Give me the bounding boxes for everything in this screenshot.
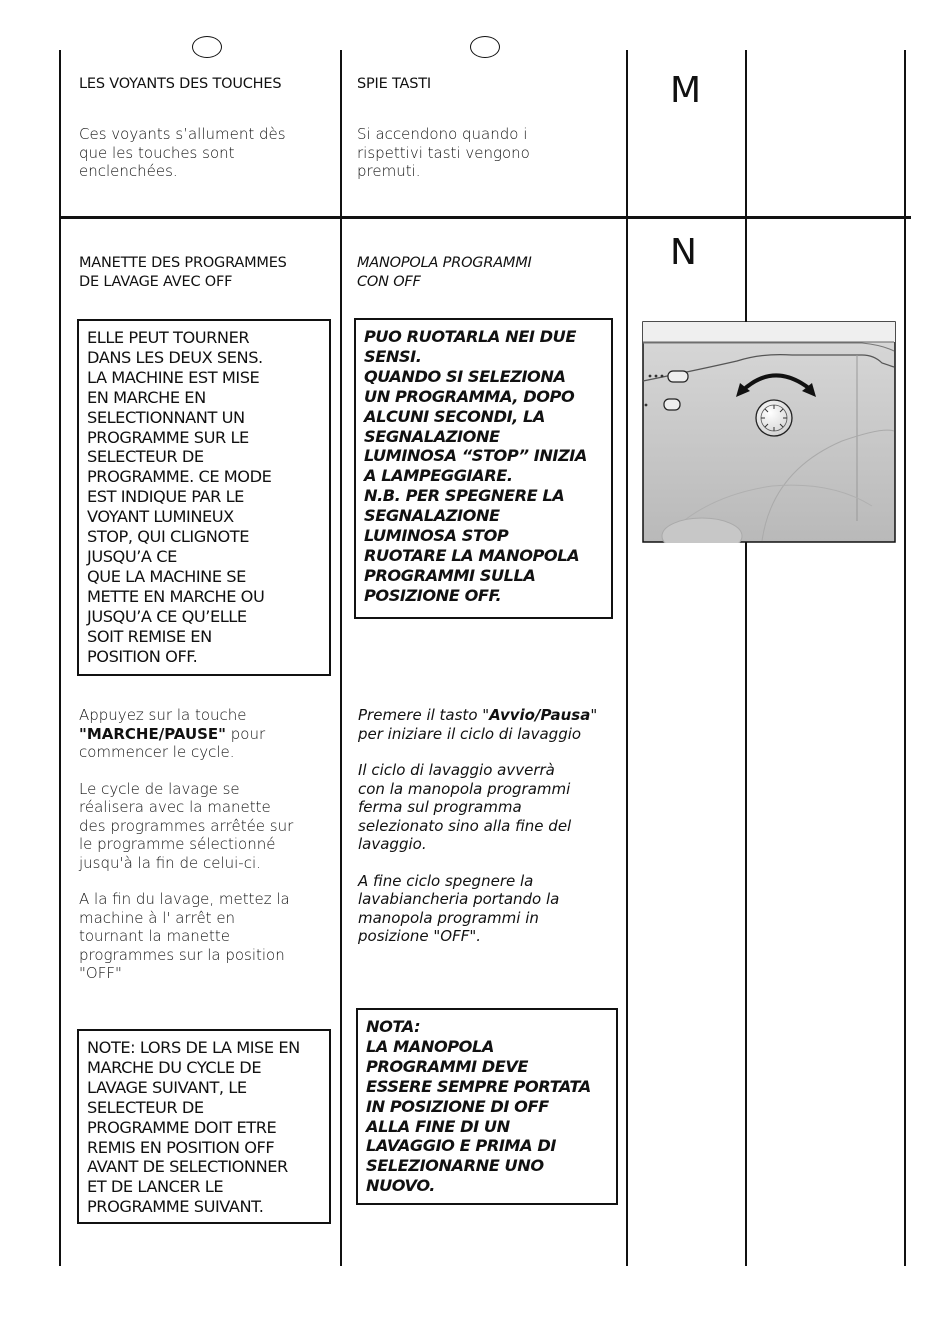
column-divider-letter-blank [745,50,747,1266]
program-knob-illustration [642,321,896,543]
section-letter-m: M [670,70,702,111]
fr-section-n-heading: MANETTE DES PROGRAMMES DE LAVAGE AVEC OFF [79,255,287,290]
language-flag-it [470,36,500,58]
column-divider-it-letter [626,50,628,1266]
section-divider [60,216,911,219]
it-section-m-heading: SPIE TASTI [357,76,431,92]
column-divider-fr-it [340,50,342,1266]
it-section-n-paragraphs: Premere il tasto "Avvio/Pausa" per iniziare il ciclo di lavaggio Il ciclo di lavaggio avverrà con la manopola programmi ferma sul programma selezionato sino alla fine del lavaggio. A fine ciclo spegnere la lavabiancheria portando la manopola programmi in posizione "OFF". [358,706,598,945]
it-section-m-body: Si accendono quando i rispettivi tasti vengono premuti. [357,125,530,180]
fr-section-m-heading: LES VOYANTS DES TOUCHES [79,76,282,92]
column-divider-left [59,50,61,1266]
it-note-box: NOTA: LA MANOPOLA PROGRAMMI DEVE ESSERE SEMPRE PORTATA IN POSIZIONE DI OFF ALLA FINE DI UN LAVAGGIO E PRIMA DI SELEZIONARNE UNO NUOVO. [356,1008,618,1205]
fr-warning-box: ELLE PEUT TOURNER DANS LES DEUX SENS. LA MACHINE EST MISE EN MARCHE EN SELECTIONNANT UN PROGRAMME SUR LE SELECTEUR DE PROGRAMME. CE MODE EST INDIQUE PAR LE VOYANT LUMINEUX STOP, QUI CLIGNOTE JUSQU’A CE QUE LA MACHINE SE METTE EN MARCHE OU JUSQU’A CE QU’ELLE SOIT REMISE EN POSITION OFF. [77,319,331,676]
it-section-n-heading: MANOPOLA PROGRAMMI CON OFF [357,255,532,290]
fr-note-box: NOTE: LORS DE LA MISE EN MARCHE DU CYCLE DE LAVAGE SUIVANT, LE SELECTEUR DE PROGRAMME DOIT ETRE REMIS EN POSITION OFF AVANT DE SELECTIONNER ET DE LANCER LE PROGRAMME SUIVANT. [77,1029,331,1224]
column-divider-right [904,50,906,1266]
fr-section-m-body: Ces voyants s’allument dès que les touches sont enclenchées. [79,125,286,180]
section-letter-n: N [670,232,697,273]
language-flag-fr [192,36,222,58]
fr-section-n-paragraphs: Appuyez sur la touche "MARCHE/PAUSE" pour commencer le cycle. Le cycle de lavage se réalisera avec la manette des programmes arrêtée sur le programme sélectionné jusqu'à la fin de celui-ci. A la fin du lavage, mettez la machine à l' arrêt en tournant la manette programmes sur la position "OFF" [79,706,294,982]
it-warning-box: PUO RUOTARLA NEI DUE SENSI. QUANDO SI SELEZIONA UN PROGRAMMA, DOPO ALCUNI SECONDI, LA SEGNALAZIONE LUMINOSA “STOP” INIZIA A LAMPEGGIARE. N.B. PER SPEGNERE LA SEGNALAZIONE LUMINOSA STOP RUOTARE LA MANOPOLA PROGRAMMI SULLA POSIZIONE OFF. [354,318,613,619]
